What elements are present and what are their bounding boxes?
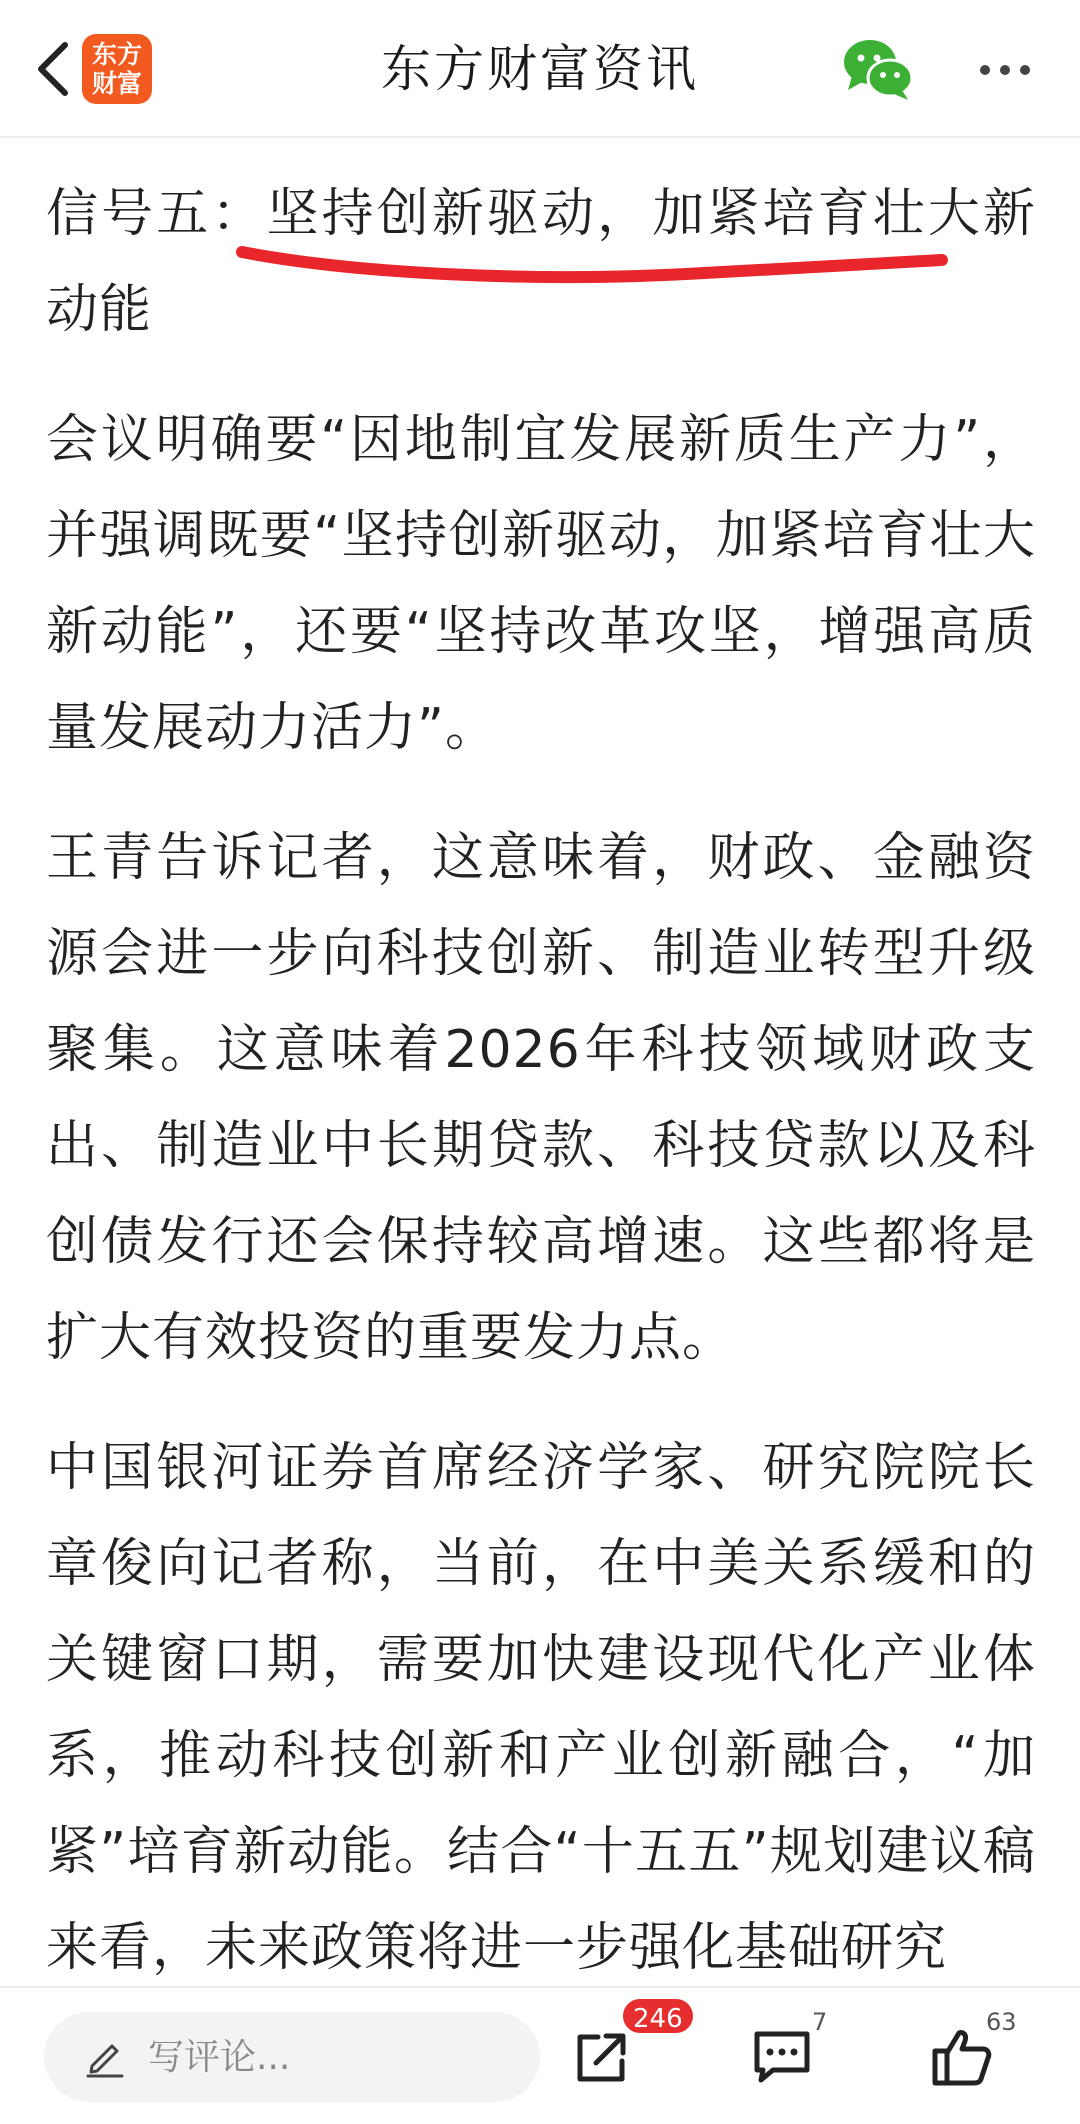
- article-paragraph: 王青告诉记者，这意味着，财政、金融资源会进一步向科技创新、制造业转型升级聚集。这意味着2026年科技领域财政支出、制造业中长期贷款、科技贷款以及科创债发行还会保持较高增速。这些都将是扩大有效投资的重要发力点。: [46, 828, 1036, 1368]
- wechat-share-button[interactable]: [842, 36, 914, 102]
- section-heading-wrapper: [46, 166, 1036, 358]
- article-paragraph: 中国银河证券首席经济学家、研究院院长章俊向记者称，当前，在中美关系缓和的关键窗口期，需要加快建设现代化产业体系，推动科技创新和产业创新融合，“加紧”培育新动能。结合“十五五”规划建议稿来看，未来政策将进一步强化基础研究: [46, 1438, 1036, 1978]
- logo-line-2: 财富: [91, 69, 142, 98]
- comment-input-box[interactable]: [44, 2012, 540, 2102]
- bottom-action-bar: [0, 1986, 1080, 2124]
- comment-count: 7: [812, 2008, 828, 2036]
- article-paragraph: 会议明确要“因地制宜发展新质生产力”，并强调既要“坚持创新驱动，加紧培育壮大新动能”，还要“坚持改革攻坚，增强高质量发展动力活力”。: [46, 410, 1036, 758]
- comment-icon: [751, 2028, 813, 2086]
- logo-line-1: 东方: [91, 40, 142, 69]
- top-bar: [0, 0, 1080, 138]
- more-dots-icon: [980, 65, 990, 75]
- back-chevron-icon: [33, 39, 73, 99]
- wechat-icon: [842, 36, 914, 102]
- pencil-icon: [84, 2036, 126, 2078]
- app-logo: [82, 34, 152, 104]
- section-heading: 信号五：坚持创新驱动，加紧培育壮大新动能: [46, 184, 1036, 340]
- back-button[interactable]: [18, 32, 88, 106]
- thumbs-up-icon: [931, 2027, 993, 2087]
- share-count-badge: 246: [620, 1996, 696, 2036]
- article-body: [46, 166, 1036, 1986]
- more-dots-icon: [1020, 65, 1030, 75]
- more-button[interactable]: [970, 40, 1040, 100]
- share-icon: [572, 2027, 632, 2087]
- like-count: 63: [986, 2008, 1017, 2036]
- comment-input[interactable]: [148, 2037, 488, 2078]
- page-title: 东方财富资讯: [381, 40, 699, 98]
- more-dots-icon: [1000, 65, 1010, 75]
